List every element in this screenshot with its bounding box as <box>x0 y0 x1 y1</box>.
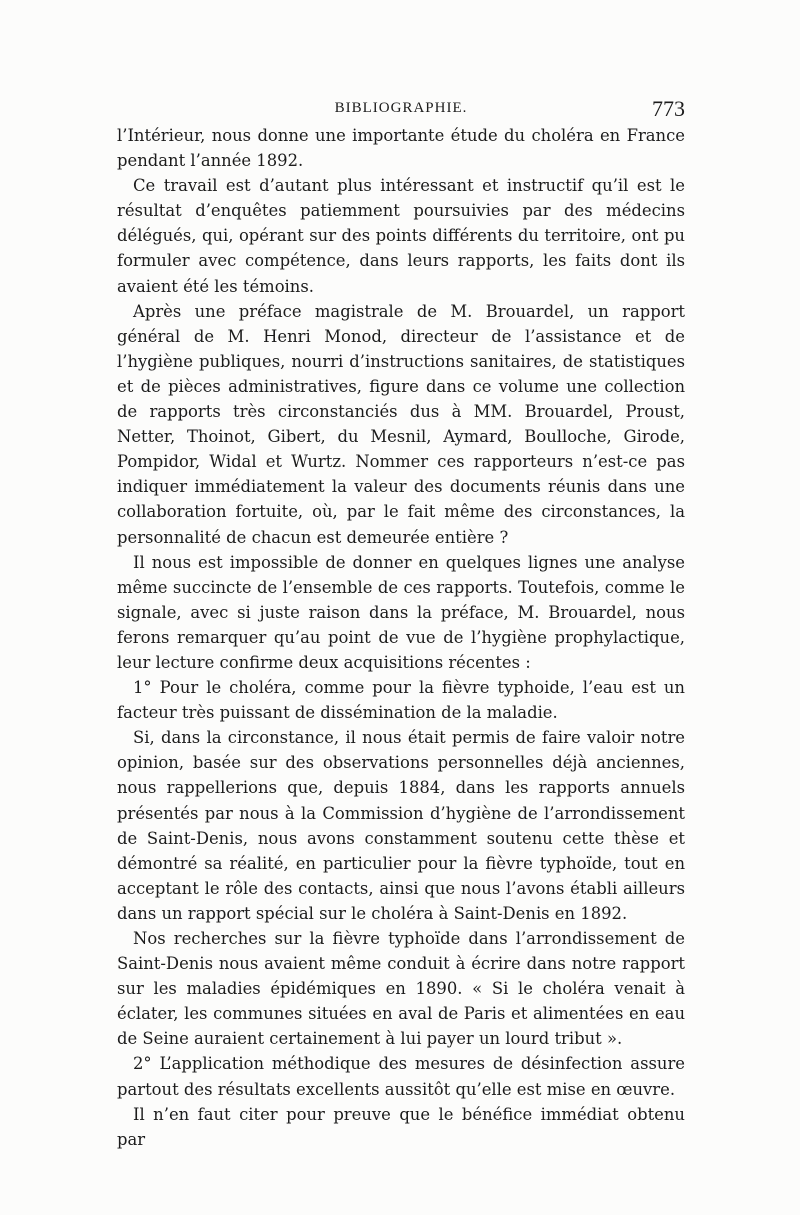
paragraph: Nos recherches sur la fièvre typhoïde dans l’arrondissement de Saint-Denis nous avaient même conduit à écrire dans notre rapport sur les maladies épidémiques en 1890. « Si le choléra venait à éclater, les communes situées en aval de Paris et alimentées en eau de Seine auraient certainement à lui payer un lourd tribut ». <box>117 929 685 1049</box>
paragraph: Il nous est impossible de donner en quelques lignes une analyse même succincte de l’ensemble de ces rapports. Toutefois, comme le signale, avec si juste raison dans la préface, M. Brouardel, nous ferons remarquer qu’au point de vue de l’hygiène prophylactique, leur lecture confirme deux acquisitions récentes : <box>117 552 685 672</box>
running-header <box>117 98 685 122</box>
body-text <box>117 123 685 1152</box>
page-number: 773 <box>652 96 685 121</box>
paragraph: Si, dans la circonstance, il nous était permis de faire valoir notre opinion, basée sur des observations personnelles déjà anciennes, nous rappellerions que, depuis 1884, dans les rapports annuels présentés par nous à la Commission d’hygiène de l’arrondissement de Saint-Denis, nous avons constamment soutenu cette thèse et démontré sa réalité, en particulier pour la fièvre typhoïde, tout en acceptant le rôle des contacts, ainsi que nous l’avons établi ailleurs dans un rapport spécial sur le choléra à Saint-Denis en 1892. <box>117 728 685 923</box>
paragraph: Ce travail est d’autant plus intéressant et instructif qu’il est le résultat d’enquêtes patiemment poursuivies par des médecins délégués, qui, opérant sur des points différents du territoire, ont pu formuler avec compétence, dans leurs rapports, les faits dont ils avaient été les témoins. <box>117 176 685 296</box>
paragraph: Il n’en faut citer pour preuve que le bénéfice immédiat obtenu par <box>117 1104 685 1149</box>
paragraph-continued: l’Intérieur, nous donne une importante étude du choléra en France pendant l’année 1892. <box>117 126 685 171</box>
paragraph: Après une préface magistrale de M. Brouardel, un rapport général de M. Henri Monod, directeur de l’assistance et de l’hygiène publiques, nourri d’instructions sanitaires, de statistiques et de pièces administratives, figure dans ce volume une collection de rapports très circonstanciés dus à MM. Brouardel, Proust, Netter, Thoinot, Gibert, du Mesnil, Aymard, Boulloche, Girode, Pompidor, Widal et Wurtz. Nommer ces rapporteurs n’est-ce pas indiquer immédiatement la valeur des documents réunis dans une collaboration fortuite, où, par le fait même des circonstances, la personnalité de chacun est demeurée entière ? <box>117 301 685 547</box>
paragraph: 1° Pour le choléra, comme pour la fièvre typhoide, l’eau est un facteur très puissant de dissémination de la maladie. <box>117 678 685 723</box>
section-title: BIBLIOGRAPHIE. <box>334 100 468 116</box>
paragraph: 2° L’application méthodique des mesures de désinfection assure partout des résultats excellents aussitôt qu’elle est mise en œuvre. <box>117 1054 685 1099</box>
